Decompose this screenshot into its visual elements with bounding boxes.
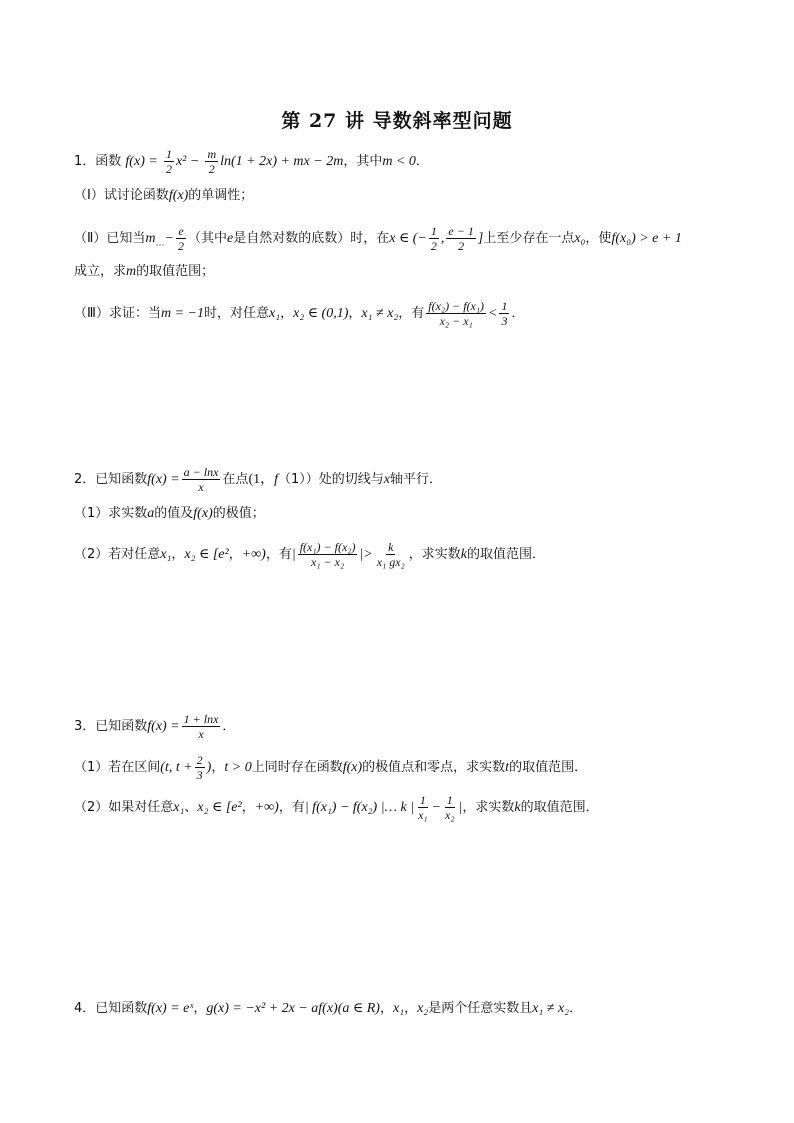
text: （1））处的切线与: [278, 472, 384, 487]
denominator: 3: [196, 768, 203, 782]
problem-2-part-1: [74, 504, 265, 524]
denominator: x₂: [445, 808, 455, 822]
text: 在点: [222, 472, 249, 487]
denominator: x: [198, 480, 204, 494]
text: （Ⅰ）试讨论函数: [74, 188, 169, 203]
fraction: [416, 793, 430, 822]
math-expression: f(x): [193, 506, 213, 521]
fraction: [176, 224, 186, 253]
numerator: 2: [196, 753, 203, 767]
math-expression: −: [164, 231, 174, 246]
math-expression: x₂ ∈ (0,1): [293, 306, 349, 321]
denominator: x: [198, 727, 204, 741]
problem-4-statement: [74, 999, 582, 1019]
math-expression: (1，: [248, 472, 275, 487]
math-expression: t > 0: [224, 760, 252, 775]
text: （2）若对任意: [74, 547, 161, 562]
numerator: 1: [446, 793, 453, 807]
problem-2-part-2: [74, 540, 545, 569]
math-expression: (t, t +: [160, 760, 193, 775]
text: 的取值范围．: [509, 760, 588, 775]
text: ，求实数: [408, 547, 461, 562]
math-expression: x₁ ≠ x₂: [532, 1001, 570, 1016]
math-expression: +∞): [254, 800, 279, 815]
denominator: 2: [165, 162, 172, 176]
problem-number: 2．已知函数: [74, 472, 148, 487]
text: 的取值范围．: [466, 547, 545, 562]
text: 成立，求: [74, 264, 127, 279]
text: 的极值；: [212, 506, 265, 521]
problem-3-part-2: [74, 793, 599, 822]
fraction: [298, 540, 358, 569]
text: ，: [348, 306, 362, 321]
fraction: [499, 299, 509, 328]
fraction: [426, 299, 486, 328]
numerator: 1: [501, 299, 508, 313]
math-expression: ]: [477, 231, 484, 246]
text: 上至少存在一点: [483, 231, 575, 246]
math-expression: m = −1: [160, 306, 204, 321]
math-expression: e: [227, 231, 234, 246]
denominator: 2: [430, 239, 437, 253]
math-expression: x₁: [173, 800, 185, 815]
numerator: 1: [419, 793, 426, 807]
text: ，其中: [343, 154, 383, 169]
text: ，: [171, 547, 185, 562]
text: 上同时存在函数: [251, 760, 343, 775]
problem-3-statement: [74, 712, 235, 741]
text: ，有: [265, 547, 292, 562]
problem-number: 4．已知函数: [74, 1001, 148, 1016]
math-expression: ,: [440, 231, 445, 246]
problem-1-part-2: [74, 224, 682, 254]
math-expression: f(x) =: [125, 154, 158, 169]
text: 是两个任意实数且: [428, 1001, 533, 1016]
math-expression: x₂ ∈ [e²: [197, 800, 242, 815]
text: 时，对任意: [203, 306, 269, 321]
text: （其中: [187, 231, 227, 246]
math-expression: x₁ ≠ x₂: [361, 306, 399, 321]
text: （2）如果对任意: [74, 800, 174, 815]
text: ，: [241, 800, 255, 815]
math-expression: m: [145, 231, 156, 246]
math-expression: x² −: [175, 154, 200, 169]
text: （1）求实数: [74, 506, 148, 521]
denominator: 2: [177, 239, 184, 253]
fraction: [182, 712, 221, 741]
fraction: [182, 465, 221, 494]
page-title: 第 27 讲 导数斜率型问题: [281, 110, 513, 132]
math-expression: ln(1 + 2x) + mx − 2m: [220, 154, 344, 169]
text: 轴平行．: [390, 472, 443, 487]
problem-number: 1．函数: [74, 154, 122, 169]
problem-3-part-1: [74, 753, 587, 782]
math-expression: m < 0: [382, 154, 416, 169]
math-expression: +∞): [241, 547, 266, 562]
math-expression: x: [383, 472, 390, 487]
numerator: m: [207, 147, 217, 161]
text: ．: [569, 1001, 583, 1016]
text: 的取值范围；: [136, 264, 215, 279]
denominator: 3: [501, 314, 508, 328]
fraction: [164, 147, 174, 176]
denominator: 2: [458, 239, 465, 253]
text: （Ⅲ）求证：当: [74, 306, 161, 321]
numerator: e: [178, 224, 184, 238]
text: ，: [228, 547, 242, 562]
text: 的极值点和零点，求实数: [362, 760, 506, 775]
problem-1-part-3: [74, 299, 525, 328]
denominator: x₁ − x₂: [311, 555, 345, 569]
numerator: 1: [165, 147, 172, 161]
subscript: …: [155, 238, 165, 249]
text: ，有: [278, 800, 305, 815]
problem-1-part-1: [74, 186, 253, 206]
text: ，: [193, 1001, 207, 1016]
math-expression: x₁: [392, 1001, 405, 1016]
math-expression: f(x): [168, 188, 189, 203]
numerator: k: [388, 540, 394, 554]
math-expression: x₂ ∈ [e²: [184, 547, 229, 562]
math-expression: −: [431, 800, 442, 815]
text: ，: [404, 1001, 418, 1016]
denominator: x₁: [418, 808, 428, 822]
math-expression: |>: [359, 547, 373, 562]
text: ，: [379, 1001, 393, 1016]
math-expression: k: [460, 547, 467, 562]
math-expression: | f(x₁) − f(x₂) |… k |: [304, 800, 415, 815]
fraction: [375, 540, 407, 569]
math-expression: f: [274, 472, 278, 487]
fraction: [429, 224, 439, 253]
math-expression: m: [126, 264, 137, 279]
numerator: 1 + lnx: [183, 712, 219, 726]
denominator: x₂ − x₁: [439, 314, 473, 328]
numerator: f(x₁) − f(x₂): [299, 540, 356, 554]
numerator: e − 1: [448, 224, 474, 238]
text: 是自然对数的底数）时，在: [233, 231, 390, 246]
problem-1-statement: [74, 147, 429, 176]
text: （1）若在区间: [74, 760, 161, 775]
problem-1-part-2-continued: [74, 262, 214, 282]
problem-2-statement: [74, 465, 442, 494]
math-expression: <: [488, 306, 498, 321]
math-expression: a: [147, 506, 155, 521]
math-expression: |: [458, 800, 463, 815]
text: ，有: [398, 306, 425, 321]
fraction: [195, 753, 205, 782]
math-expression: ): [206, 760, 212, 775]
problem-number: 3．已知函数: [74, 719, 148, 734]
numerator: 1: [430, 224, 437, 238]
math-expression: f(x): [342, 760, 363, 775]
math-expression: x₂: [417, 1001, 429, 1016]
math-expression: f(x) =: [147, 472, 180, 487]
text: 的取值范围．: [520, 800, 599, 815]
text: 的值及: [154, 506, 194, 521]
math-expression: |: [291, 547, 296, 562]
text: ．: [511, 306, 525, 321]
text: （Ⅱ）已知当: [74, 231, 146, 246]
math-expression: t: [505, 760, 510, 775]
fraction: [443, 793, 457, 822]
text: ，求实数: [462, 800, 515, 815]
math-expression: x₁: [160, 547, 172, 562]
math-expression: k: [514, 800, 521, 815]
text: ，: [280, 306, 294, 321]
text: ，使: [585, 231, 612, 246]
fraction: [446, 224, 475, 253]
math-expression: x₀: [574, 231, 586, 246]
math-expression: f(x) = eˣ: [147, 1001, 194, 1016]
text: ，: [211, 760, 225, 775]
fraction: [205, 147, 218, 176]
math-expression: f(x₀) > e + 1: [611, 231, 682, 246]
math-expression: g(x) = −x² + 2x − af(x)(a ∈ R): [206, 1001, 380, 1016]
math-expression: x₁: [269, 306, 281, 321]
text: 、: [184, 800, 198, 815]
math-expression: f(x) =: [147, 719, 180, 734]
text: ．: [415, 154, 429, 169]
text: 的单调性；: [188, 188, 254, 203]
text: ．: [222, 719, 236, 734]
denominator: 2: [208, 162, 215, 176]
numerator: a − lnx: [183, 465, 219, 479]
math-expression: x ∈ (−: [389, 231, 427, 246]
denominator: x₁ gx₂: [376, 555, 405, 569]
numerator: f(x₂) − f(x₁): [428, 299, 485, 313]
